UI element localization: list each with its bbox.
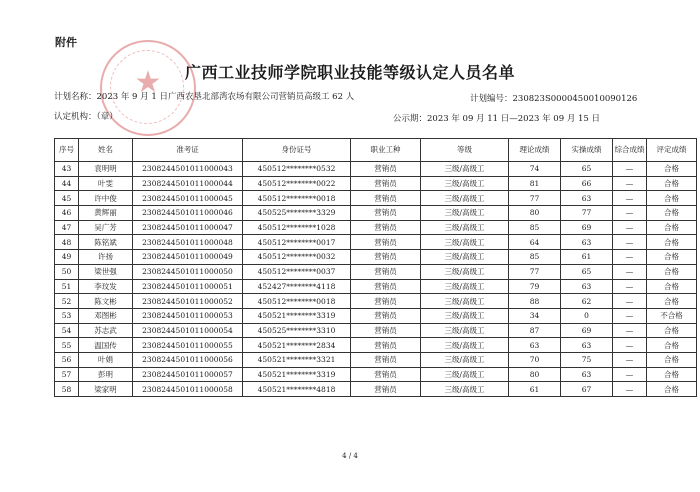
table-cell: 营销员 (351, 250, 421, 265)
table-cell: 63 (561, 279, 613, 294)
table-cell: 65 (561, 162, 613, 177)
column-header: 实操成绩 (561, 139, 613, 162)
table-cell: 450512********0022 (243, 176, 351, 191)
table-cell: 63 (561, 191, 613, 206)
table-cell: 66 (561, 176, 613, 191)
table-cell: 61 (561, 250, 613, 265)
table-cell: 2308244501011000051 (133, 279, 243, 294)
table-body (55, 162, 697, 397)
table-cell: 营销员 (351, 352, 421, 367)
table-row (55, 352, 697, 367)
table-cell: 0 (561, 308, 613, 323)
table-cell: 叶娟 (79, 352, 133, 367)
table-row (55, 279, 697, 294)
page-title: 广西工业技师学院职业技能等级认定人员名单 (184, 63, 515, 82)
table-cell: 三级/高级工 (421, 191, 509, 206)
table-row (55, 323, 697, 338)
table-cell: — (613, 191, 647, 206)
table-cell: 营销员 (351, 176, 421, 191)
table-cell: 营销员 (351, 294, 421, 309)
table-cell: 温国传 (79, 338, 133, 353)
table-cell: 450521********2834 (243, 338, 351, 353)
table-cell: 67 (561, 382, 613, 397)
column-header: 准考证 (133, 139, 243, 162)
table-row (55, 206, 697, 221)
table-cell: 梁家明 (79, 382, 133, 397)
table-cell: 2308244501011000054 (133, 323, 243, 338)
table-cell: — (613, 352, 647, 367)
table-cell: 三级/高级工 (421, 367, 509, 382)
table-row (55, 250, 697, 265)
table-cell: 62 (561, 294, 613, 309)
table-row (55, 264, 697, 279)
table-cell: 营销员 (351, 279, 421, 294)
table-cell: 合格 (647, 338, 697, 353)
table-cell: 80 (509, 206, 561, 221)
table-cell: 三级/高级工 (421, 279, 509, 294)
table-cell: 三级/高级工 (421, 352, 509, 367)
table-cell: — (613, 294, 647, 309)
table-cell: 2308244501011000043 (133, 162, 243, 177)
table-cell: — (613, 176, 647, 191)
table-cell: 合格 (647, 250, 697, 265)
table-cell: 74 (509, 162, 561, 177)
table-cell: 许中俊 (79, 191, 133, 206)
table-cell: 44 (55, 176, 79, 191)
table-cell: 吴广芳 (79, 220, 133, 235)
table-cell: 450525********3329 (243, 206, 351, 221)
column-header: 评定成绩 (647, 139, 697, 162)
table-cell: 2308244501011000046 (133, 206, 243, 221)
table-cell: 77 (509, 191, 561, 206)
table-cell: 2308244501011000047 (133, 220, 243, 235)
table-cell: 陈铭斌 (79, 235, 133, 250)
table-row (55, 382, 697, 397)
table-cell: 450512********0532 (243, 162, 351, 177)
table-cell: 合格 (647, 323, 697, 338)
certification-org: 认定机构：（章） (54, 112, 118, 122)
results-table (54, 138, 697, 397)
table-cell: 69 (561, 323, 613, 338)
table-cell: 450512********0017 (243, 235, 351, 250)
table-cell: 三级/高级工 (421, 308, 509, 323)
table-cell: 营销员 (351, 264, 421, 279)
table-cell: 64 (509, 235, 561, 250)
table-cell: 三级/高级工 (421, 264, 509, 279)
table-cell: — (613, 367, 647, 382)
table-cell: 450512********1028 (243, 220, 351, 235)
table-cell: — (613, 279, 647, 294)
table-cell: 黄辉丽 (79, 206, 133, 221)
table-cell: 合格 (647, 352, 697, 367)
table-row (55, 191, 697, 206)
attachment-label: 附件 (55, 36, 77, 49)
table-cell: — (613, 235, 647, 250)
table-cell: 叶雯 (79, 176, 133, 191)
table-cell: 61 (509, 382, 561, 397)
table-cell: 55 (55, 338, 79, 353)
table-cell: 三级/高级工 (421, 162, 509, 177)
table-row (55, 338, 697, 353)
table-cell: — (613, 308, 647, 323)
table-row (55, 220, 697, 235)
column-header: 等级 (421, 139, 509, 162)
table-cell: 63 (561, 338, 613, 353)
table-cell: 三级/高级工 (421, 250, 509, 265)
plan-code: 计划编号：230823S0000450010090126 (470, 94, 638, 104)
table-cell: 李玟发 (79, 279, 133, 294)
table-cell: — (613, 382, 647, 397)
table-cell: 合格 (647, 235, 697, 250)
table-cell: 50 (55, 264, 79, 279)
table-cell: 87 (509, 323, 561, 338)
table-cell: 2308244501011000045 (133, 191, 243, 206)
table-cell: 三级/高级工 (421, 176, 509, 191)
table-cell: 营销员 (351, 162, 421, 177)
table-cell: 合格 (647, 367, 697, 382)
seal-star-icon: ★ (134, 65, 162, 100)
table-cell: 45 (55, 191, 79, 206)
table-cell: 54 (55, 323, 79, 338)
table-row (55, 294, 697, 309)
table-row (55, 162, 697, 177)
table-cell: 88 (509, 294, 561, 309)
table-cell: 三级/高级工 (421, 382, 509, 397)
table-cell: 营销员 (351, 235, 421, 250)
table-cell: 三级/高级工 (421, 323, 509, 338)
table-cell: 合格 (647, 220, 697, 235)
table-cell: 450521********3321 (243, 352, 351, 367)
table-cell: 63 (509, 338, 561, 353)
table-row (55, 176, 697, 191)
table-cell: 56 (55, 352, 79, 367)
table-cell: 合格 (647, 279, 697, 294)
table-cell: 三级/高级工 (421, 294, 509, 309)
table-cell: 63 (561, 235, 613, 250)
table-cell: 450512********0018 (243, 294, 351, 309)
table-header-row (55, 139, 697, 162)
table-cell: — (613, 206, 647, 221)
table-cell: 营销员 (351, 338, 421, 353)
table-cell: 70 (509, 352, 561, 367)
table-cell: 58 (55, 382, 79, 397)
table-cell: 营销员 (351, 308, 421, 323)
table-cell: — (613, 220, 647, 235)
table-cell: 苏志武 (79, 323, 133, 338)
table-cell: 43 (55, 162, 79, 177)
table-cell: 51 (55, 279, 79, 294)
table-cell: 63 (561, 367, 613, 382)
page-indicator: 4 / 4 (342, 452, 358, 460)
table-cell: 合格 (647, 264, 697, 279)
table-cell: 77 (509, 264, 561, 279)
table-cell: 53 (55, 308, 79, 323)
table-cell: 450521********3319 (243, 308, 351, 323)
table-cell: 81 (509, 176, 561, 191)
table-cell: 合格 (647, 294, 697, 309)
table-row (55, 235, 697, 250)
column-header: 身份证号 (243, 139, 351, 162)
table-cell: 450512********0037 (243, 264, 351, 279)
table-cell: 2308244501011000048 (133, 235, 243, 250)
table-cell: 2308244501011000050 (133, 264, 243, 279)
table-cell: 47 (55, 220, 79, 235)
table-cell: 450512********0018 (243, 191, 351, 206)
table-cell: 49 (55, 250, 79, 265)
table-cell: 2308244501011000057 (133, 367, 243, 382)
column-header: 综合成绩 (613, 139, 647, 162)
table-cell: 不合格 (647, 308, 697, 323)
table-cell: 梁世强 (79, 264, 133, 279)
table-cell: 85 (509, 220, 561, 235)
table-cell: 2308244501011000052 (133, 294, 243, 309)
table-row (55, 367, 697, 382)
column-header: 职业工种 (351, 139, 421, 162)
table-cell: 52 (55, 294, 79, 309)
table-cell: 450521********4818 (243, 382, 351, 397)
table-cell: 450512********0032 (243, 250, 351, 265)
table-cell: 营销员 (351, 206, 421, 221)
table-row (55, 308, 697, 323)
table-cell: 2308244501011000049 (133, 250, 243, 265)
table-cell: 34 (509, 308, 561, 323)
table-cell: 48 (55, 235, 79, 250)
table-cell: 69 (561, 220, 613, 235)
table-cell: 2308244501011000055 (133, 338, 243, 353)
table-cell: — (613, 323, 647, 338)
table-cell: 袁明明 (79, 162, 133, 177)
table-cell: 合格 (647, 162, 697, 177)
table-cell: 陈文彬 (79, 294, 133, 309)
table-cell: 彭明 (79, 367, 133, 382)
table-cell: 65 (561, 264, 613, 279)
column-header: 理论成绩 (509, 139, 561, 162)
column-header: 序号 (55, 139, 79, 162)
table-cell: 营销员 (351, 191, 421, 206)
column-header: 姓名 (79, 139, 133, 162)
table-cell: 合格 (647, 206, 697, 221)
table-cell: 2308244501011000058 (133, 382, 243, 397)
table-cell: 营销员 (351, 220, 421, 235)
table-cell: 许扬 (79, 250, 133, 265)
table-cell: 79 (509, 279, 561, 294)
table-cell: 营销员 (351, 382, 421, 397)
table-cell: 450521********3319 (243, 367, 351, 382)
table-cell: 2308244501011000044 (133, 176, 243, 191)
table-cell: 77 (561, 206, 613, 221)
table-cell: 85 (509, 250, 561, 265)
table-cell: — (613, 250, 647, 265)
table-cell: 三级/高级工 (421, 338, 509, 353)
table-cell: 营销员 (351, 323, 421, 338)
table-cell: 2308244501011000056 (133, 352, 243, 367)
table-cell: 合格 (647, 176, 697, 191)
table-cell: 合格 (647, 382, 697, 397)
table-cell: 450525********3310 (243, 323, 351, 338)
table-cell: 营销员 (351, 367, 421, 382)
table-cell: 46 (55, 206, 79, 221)
table-cell: 邓图彬 (79, 308, 133, 323)
table-cell: 57 (55, 367, 79, 382)
table-cell: 452427********4118 (243, 279, 351, 294)
table-cell: 三级/高级工 (421, 235, 509, 250)
plan-name: 计划名称：2023 年 9 月 1 日广西农垦北部湾农场有限公司营销员高级工 62 人 (54, 92, 355, 102)
table-cell: 80 (509, 367, 561, 382)
table-cell: 合格 (647, 191, 697, 206)
table-cell: 三级/高级工 (421, 220, 509, 235)
table-cell: — (613, 264, 647, 279)
table-cell: — (613, 338, 647, 353)
table-cell: 三级/高级工 (421, 206, 509, 221)
publicity-period: 公示期：2023 年 09 月 11 日—2023 年 09 月 15 日 (393, 114, 601, 124)
table-cell: — (613, 162, 647, 177)
table-cell: 2308244501011000053 (133, 308, 243, 323)
table-cell: 75 (561, 352, 613, 367)
